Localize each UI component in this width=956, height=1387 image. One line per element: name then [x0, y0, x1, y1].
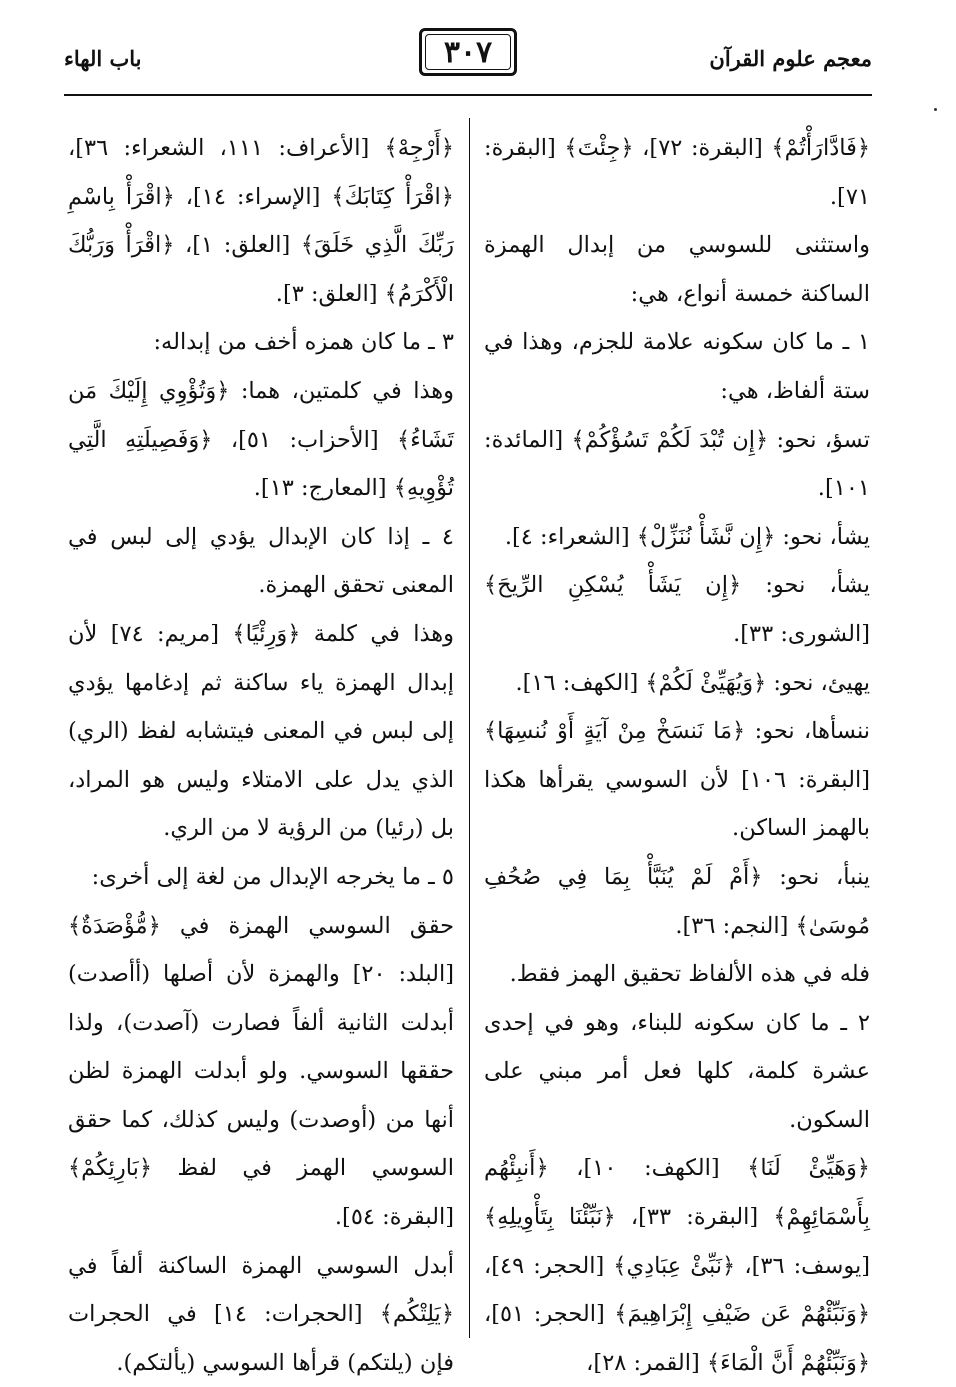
- left-column: [68, 124, 454, 1387]
- paragraph: ينبأ، نحو: ﴿أَمْ لَمْ يُنَبَّأْ بِمَا فِي صُحُفِ مُوسَىٰ﴾ [النجم: ٣٦].: [484, 863, 870, 939]
- paragraph: ﴿وَهَيِّئْ لَنَا﴾ [الكهف: ١٠]، ﴿أَنبِئْهُم بِأَسْمَائِهِمْ﴾ [البقرة: ٣٣]، ﴿نَبِّئْنَا بِتَأْوِيلِهِ﴾ [يوسف: ٣٦]، ﴿نَبِّئْ عِبَادِي﴾ [الحجر: ٤٩]، ﴿وَنَبِّئْهُمْ عَن ضَيْفِ إِبْرَاهِيمَ﴾ [الحجر: ٥١]، ﴿وَنَبِّئْهُمْ أَنَّ الْمَاءَ﴾ [القمر: ٢٨]،: [484, 1155, 870, 1376]
- paragraph: حقق السوسي الهمزة في ﴿مُّؤْصَدَةٌ﴾ [البلد: ٢٠] والهمزة لأن أصلها (أأصدت) أبدلت الثانية ألفاً فصارت (آصدت)، ولذا حققها السوسي. ولو أبدلت الهمزة لظن أنها من (أوصدت) وليس كذلك، كما حقق السوسي الهمز في لفظ ﴿بَارِئِكُمْ﴾ [البقرة: ٥٤].: [68, 912, 454, 1231]
- paragraph: أبدل السوسي الهمزة الساكنة ألفاً في ﴿يَلِتْكُم﴾ [الحجرات: ١٤] في الحجرات فإن (يلتكم) قرأها السوسي (يألتكم).: [68, 1252, 455, 1376]
- paragraph: فله في هذه الألفاظ تحقيق الهمز فقط.: [509, 961, 870, 988]
- paragraph: وهذا في كلمة ﴿وَرِئْيًا﴾ [مريم: ٧٤] لأن إبدال الهمزة ياء ساكنة ثم إدغامها يؤدي إلى لبس في المعنى فيتشابه لفظ (الري) الذي يدل على الامتلاء وليس هو المراد، بل (رئيا) من الرؤية لا من الري.: [68, 620, 454, 842]
- paragraph: يهيئ، نحو: ﴿وَيُهَيِّئْ لَكُمْ﴾ [الكهف: ١٦].: [515, 669, 870, 696]
- column-divider: [469, 118, 470, 1338]
- header-rule: [64, 94, 872, 96]
- margin-mark: [934, 108, 937, 111]
- paragraph: ﴿أَرْجِهْ﴾ [الأعراف: ١١١، الشعراء: ٣٦]، ﴿اقْرَأْ كِتَابَكَ﴾ [الإسراء: ١٤]، ﴿اقْرَأْ بِاسْمِ رَبِّكَ الَّذِي خَلَقَ﴾ [العلق: ١]، ﴿اقْرَأْ وَرَبُّكَ الْأَكْرَمُ﴾ [العلق: ٣].: [68, 135, 454, 307]
- paragraph: ننسأها، نحو: ﴿مَا نَنسَخْ مِنْ آيَةٍ أَوْ نُنسِهَا﴾ [البقرة: ١٠٦] لأن السوسي يقرأها هكذا بالهمز الساكن.: [484, 718, 870, 842]
- paragraph: يشأ، نحو: ﴿إِن نَّشَأْ نُنَزِّلْ﴾ [الشعراء: ٤].: [504, 523, 870, 550]
- page-number: ٣٠٧: [419, 28, 517, 76]
- paragraph: وهذا في كلمتين، هما: ﴿وَتُؤْوِي إِلَيْكَ مَن تَشَاءُ﴾ [الأحزاب: ٥١]، ﴿وَفَصِيلَتِهِ الَّتِي تُؤْوِيهِ﴾ [المعارج: ١٣].: [68, 377, 454, 502]
- paragraph: ٣ ـ ما كان همزه أخف من إبداله:: [153, 329, 454, 356]
- chapter-title: باب الهاء: [64, 46, 142, 71]
- book-title: معجم علوم القرآن: [709, 46, 872, 71]
- paragraph: ٢ ـ ما كان سكونه للبناء، وهو في إحدى عشرة كلمة، كلها فعل أمر مبني على السكون.: [484, 1009, 870, 1133]
- paragraph: ٥ ـ ما يخرجه الإبدال من لغة إلى أخرى:: [91, 863, 454, 890]
- paragraph: يشأ، نحو: ﴿إِن يَشَأْ يُسْكِنِ الرِّيحَ﴾ [الشورى: ٣٣].: [484, 572, 870, 647]
- paragraph: ١ ـ ما كان سكونه علامة للجزم، وهذا في ستة ألفاظ، هي:: [484, 329, 870, 404]
- paragraph: تسؤ، نحو: ﴿إِن تُبْدَ لَكُمْ تَسُؤْكُمْ﴾ [المائدة: ١٠١].: [484, 426, 870, 502]
- paragraph: ٤ ـ إذا كان الإبدال يؤدي إلى لبس في المعنى تحقق الهمزة.: [68, 523, 454, 599]
- right-column: [484, 124, 870, 1387]
- page-header: [64, 28, 872, 88]
- paragraph: ﴿فَادَّارَأْتُمْ﴾ [البقرة: ٧٢]، ﴿جِئْتَ﴾ [البقرة: ٧١].: [484, 135, 871, 210]
- paragraph: واستثنى للسوسي من إبدال الهمزة الساكنة خمسة أنواع، هي:: [484, 232, 870, 307]
